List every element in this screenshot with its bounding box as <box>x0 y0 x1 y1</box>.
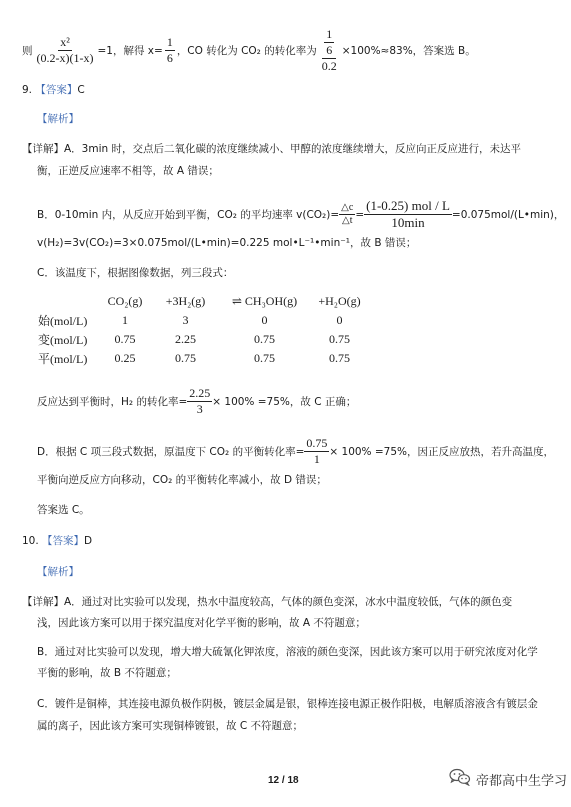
text: D．根据 C 项三段式数据，原温度下 CO₂ 的平衡转化率= <box>37 446 305 458</box>
cell: 平(mol/L) <box>38 352 88 366</box>
cell <box>38 292 96 311</box>
denominator: 3 <box>196 402 203 416</box>
cell: 变(mol/L) <box>38 333 88 347</box>
text: = <box>355 208 365 221</box>
cell: CO₂(g) <box>107 294 143 308</box>
question-number: 9. <box>22 84 33 96</box>
table-row <box>38 349 367 368</box>
cell: 0.75 <box>329 332 350 346</box>
detail-tag: 【详解】 <box>22 143 64 155</box>
cell: 1 <box>122 313 128 327</box>
analysis-tag: 【解析】 <box>37 566 79 578</box>
numerator: 0.75 <box>306 436 328 450</box>
q9-b-line2: v(H₂)=3v(CO₂)=3×0.075mol/(L•min)=0.225 mol•L⁻¹•min⁻¹，故 B 错误； <box>37 237 417 249</box>
cell: 0 <box>336 313 343 327</box>
text: A．3min 时，交点后二氧化碳的浓度继续减小、甲醇的浓度继续增大，反应向正反应进行，未达平 <box>64 143 521 155</box>
nested-fraction <box>320 27 339 74</box>
q9-c-conclusion <box>37 386 356 417</box>
q9-final: 答案选 C。 <box>37 504 90 516</box>
watermark <box>449 768 567 790</box>
q9-answer-line <box>22 82 85 97</box>
numerator: 1 <box>326 27 333 41</box>
q9-c-intro: C．该温度下，根据图像数据，列三段式： <box>37 267 234 279</box>
numerator: 1 <box>166 35 173 49</box>
cell: ⇌ CH₃OH(g) <box>231 294 298 308</box>
q9-b-line1 <box>37 198 564 232</box>
text: × 100% =75%，因正反应放热，若升高温度， <box>329 446 555 458</box>
table-row <box>38 311 367 330</box>
q10-answer-line <box>22 533 92 548</box>
q10-a-line2: 浅，因此该方案可以用于探究温度对化学平衡的影响，故 A 不符题意； <box>37 617 366 629</box>
watermark-text: 帝都高中生学习 <box>476 773 568 789</box>
inner-fraction <box>324 27 334 58</box>
q10-b-line2: 平衡的影响，故 B 不符题意； <box>37 667 177 679</box>
numerator: (1-0.25) mol / L <box>364 198 452 215</box>
text: × 100% =75%，故 C 正确； <box>212 396 357 408</box>
q10-a-line1 <box>22 594 512 609</box>
fraction <box>364 198 452 232</box>
fraction <box>304 436 329 467</box>
wechat-icon <box>449 768 471 790</box>
numerator: x² <box>60 35 70 49</box>
cell: 0.75 <box>254 351 275 365</box>
answer-tag: 【答案】 <box>35 84 78 96</box>
cell: 0 <box>261 313 268 327</box>
page-number: 12 / 18 <box>268 775 299 786</box>
fraction <box>339 202 355 228</box>
text: 反应达到平衡时，H₂ 的转化率= <box>37 396 188 408</box>
text: B．0-10min 内，从反应开始到平衡，CO₂ 的平均速率 v(CO₂)= <box>37 209 340 222</box>
denominator: △t <box>342 215 353 227</box>
denominator: (0.2-x)(1-x) <box>36 51 94 65</box>
detail-tag: 【详解】 <box>22 596 64 608</box>
conclusion-line <box>22 27 476 74</box>
text: ，CO 转化为 CO₂ 的转化率为 <box>176 45 317 57</box>
numerator <box>322 27 336 59</box>
q10-c-line2: 属的离子，因此该方案可实现铜棒镀银，故 C 不符题意； <box>37 720 304 732</box>
text: A．通过对比实验可以发现，热水中温度较高，气体的颜色变深，冰水中温度较低，气体的颜色变 <box>64 596 513 608</box>
answer-tag: 【答案】 <box>42 535 85 547</box>
cell: 3 <box>182 313 189 327</box>
cell: +3H₂(g) <box>165 294 206 308</box>
equation-row <box>38 292 367 311</box>
q9-a-line1 <box>22 141 521 156</box>
q10-b-line1: B．通过对比实验可以发现，增大增大硫氰化钾浓度，溶液的颜色变深，因此该方案可以用于研究浓度对化学 <box>37 646 538 658</box>
answer-value: C <box>77 84 85 96</box>
fraction <box>187 386 212 417</box>
cell: 0.75 <box>329 351 350 365</box>
q10-c-line1: C．镀件是铜棒，其连接电源负极作阴极，镀层金属是银，银棒连接电源正极作阳极，电解质溶液含有镀层金 <box>37 698 538 710</box>
ice-table <box>38 292 367 368</box>
cell: 0.75 <box>175 351 196 365</box>
q9-a-line2: 衡，正逆反应速率不相等，故 A 错误； <box>37 165 219 177</box>
cell: 始(mol/L) <box>38 314 88 328</box>
numerator: 2.25 <box>189 386 211 400</box>
denominator: 10min <box>391 215 425 231</box>
text: 则 <box>22 45 33 57</box>
denominator: 6 <box>166 51 173 65</box>
cell: 0.75 <box>114 332 136 346</box>
fraction <box>165 35 175 66</box>
text: ×100%≈83%，答案选 B。 <box>341 45 476 57</box>
analysis-tag: 【解析】 <box>37 113 79 125</box>
text: =1，解得 x= <box>97 45 163 57</box>
denominator: 0.2 <box>321 59 337 73</box>
denominator: 1 <box>313 452 320 466</box>
q9-d-line1 <box>37 436 554 467</box>
denominator: 6 <box>326 43 333 57</box>
table-row <box>38 330 367 349</box>
cell: 0.75 <box>254 332 275 346</box>
question-number: 10. <box>22 535 39 547</box>
numerator: △c <box>339 202 355 216</box>
text: =0.075mol/(L•min)， <box>451 209 565 222</box>
answer-value: D <box>84 535 93 547</box>
three-stage-table <box>38 292 367 368</box>
cell: 2.25 <box>175 332 196 346</box>
fraction <box>35 35 96 66</box>
q9-d-line2: 平衡向逆反应方向移动，CO₂ 的平衡转化率减小，故 D 错误； <box>37 474 327 486</box>
cell: 0.25 <box>114 351 136 365</box>
cell: +H₂O(g) <box>318 294 361 308</box>
